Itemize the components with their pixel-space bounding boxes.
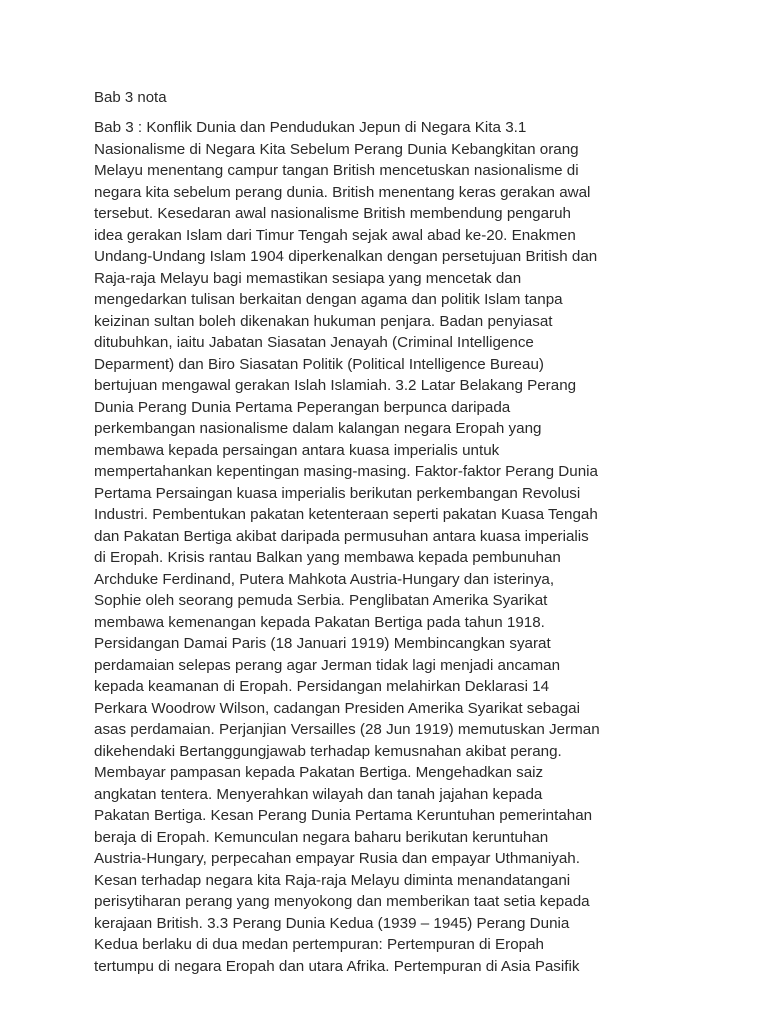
document-body <box>94 117 694 977</box>
document-text-line: dikehendaki Bertanggungjawab terhadap kemusnahan akibat perang. <box>94 742 562 760</box>
document-text-line: mengedarkan tulisan berkaitan dengan agama dan politik Islam tanpa <box>94 291 563 308</box>
document-text-line: membawa kemenangan kepada Pakatan Bertiga pada tahun 1918. <box>94 613 545 631</box>
document-text-line: asas perdamaian. Perjanjian Versailles (28 Jun 1919) memutuskan Jerman <box>94 721 600 738</box>
document-text-line: perkembangan nasionalisme dalam kalangan negara Eropah yang <box>94 420 542 437</box>
document-text-line: Deparment) dan Biro Siasatan Politik (Political Intelligence Bureau) <box>94 355 544 373</box>
document-text-line: negara kita sebelum perang dunia. British menentang keras gerakan awal <box>94 183 591 201</box>
document-text-line: perdamaian selepas perang agar Jerman tidak lagi menjadi ancaman <box>94 656 561 674</box>
document-text-line: Industri. Pembentukan pakatan ketenteraan seperti pakatan Kuasa Tengah <box>94 506 598 523</box>
document-text-line: kerajaan British. 3.3 Perang Dunia Kedua (1939 – 1945) Perang Dunia <box>94 914 570 932</box>
document-text-line: bertujuan mengawal gerakan Islah Islamiah. 3.2 Latar Belakang Perang <box>94 377 577 394</box>
document-text-line: Sophie oleh seorang pemuda Serbia. Penglibatan Amerika Syarikat <box>94 592 548 609</box>
document-text-line: dan Pakatan Bertiga akibat daripada permusuhan antara kuasa imperialis <box>94 527 589 545</box>
document-text-line: tersebut. Kesedaran awal nasionalisme British membendung pengaruh <box>94 205 572 222</box>
document-text-line: Undang-Undang Islam 1904 diperkenalkan dengan persetujuan British dan <box>94 248 598 265</box>
document-text-line: angkatan tentera. Menyerahkan wilayah dan tanah jajahan kepada <box>94 785 543 803</box>
document-text-line: tertumpu di negara Eropah dan utara Afrika. Pertempuran di Asia Pasifik <box>94 957 580 975</box>
document-text-line: Perkara Woodrow Wilson, cadangan Presiden Amerika Syarikat sebagai <box>94 699 580 717</box>
document-text-line: Archduke Ferdinand, Putera Mahkota Austria-Hungary dan isterinya, <box>94 570 555 588</box>
document-text-line: Membayar pampasan kepada Pakatan Bertiga. Mengehadkan saiz <box>94 764 544 781</box>
document-text-line: Pertama Persaingan kuasa imperialis berikutan perkembangan Revolusi <box>94 484 581 502</box>
document-text-line: Bab 3 : Konflik Dunia dan Pendudukan Jepun di Negara Kita 3.1 <box>94 119 527 136</box>
document-text-line: Pakatan Bertiga. Kesan Perang Dunia Pertama Keruntuhan pemerintahan <box>94 807 593 824</box>
document-text-line: Austria-Hungary, perpecahan empayar Rusia dan empayar Uthmaniyah. <box>94 850 580 867</box>
document-text-line: keizinan sultan boleh dikenakan hukuman penjara. Badan penyiasat <box>94 312 553 330</box>
document-text-line: membawa kepada persaingan antara kuasa imperialis untuk <box>94 441 500 459</box>
document-text-line: beraja di Eropah. Kemunculan negara baharu berikutan keruntuhan <box>94 828 549 846</box>
document-text-line: Nasionalisme di Negara Kita Sebelum Perang Dunia Kebangkitan orang <box>94 140 579 158</box>
document-text-line: mempertahankan kepentingan masing-masing. Faktor-faktor Perang Dunia <box>94 463 598 480</box>
document-text-line: kepada keamanan di Eropah. Persidangan melahirkan Deklarasi 14 <box>94 678 550 695</box>
document-title: Bab 3 nota <box>94 89 167 106</box>
document-text-line: ditubuhkan, iaitu Jabatan Siasatan Jenayah (Criminal Intelligence <box>94 334 534 351</box>
document-text-line: Dunia Perang Dunia Pertama Peperangan berpunca daripada <box>94 398 511 416</box>
document-text-line: perisytiharan perang yang menyokong dan memberikan taat setia kepada <box>94 893 590 910</box>
document-text-line: Kedua berlaku di dua medan pertempuran: Pertempuran di Eropah <box>94 936 545 953</box>
document-text-line: Melayu menentang campur tangan British mencetuskan nasionalisme di <box>94 162 579 179</box>
document-text-line: Raja-raja Melayu bagi memastikan sesiapa yang mencetak dan <box>94 269 522 287</box>
document-text-line: Kesan terhadap negara kita Raja-raja Melayu diminta menandatangani <box>94 871 571 889</box>
document-text-line: idea gerakan Islam dari Timur Tengah sejak awal abad ke-20. Enakmen <box>94 226 576 244</box>
document-text-line: di Eropah. Krisis rantau Balkan yang membawa kepada pembunuhan <box>94 549 561 566</box>
document-text-line: Persidangan Damai Paris (18 Januari 1919) Membincangkan syarat <box>94 635 551 652</box>
